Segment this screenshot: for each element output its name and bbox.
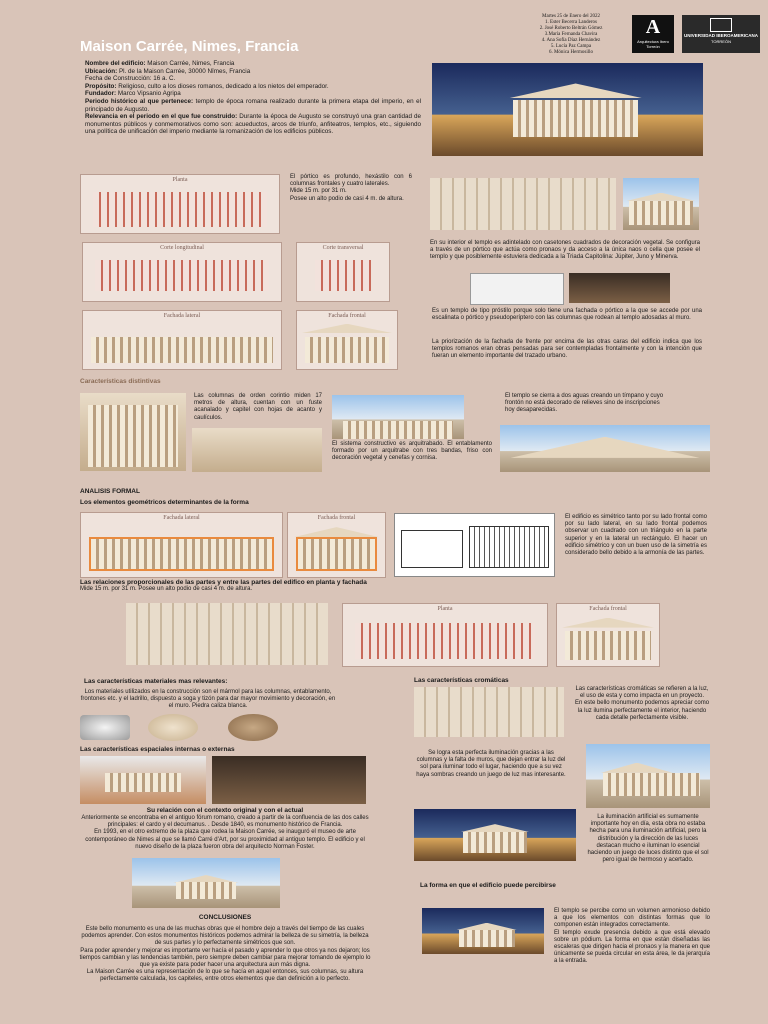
percibe-text: El templo se percibe como un volumen armonioso debido a que los elementos con distintas formas que lo componen están integrados correctamente. El templo exude presencia debido a que está elevado sobre un pódium. La forma en que están diseñadas las escaleras que dirigen hacia el pronaos y la manera en que únicamente se pueda circular en esta área, le da jerarquía a la entrada. — [554, 908, 710, 965]
crest-icon — [710, 18, 732, 32]
fachada-front-drawing — [296, 310, 398, 370]
ilum-text: Se logra esta perfecta iluminación gracias a las columnas y la falta de muros, que dejan entrar la luz del sol para iluminar todo el lugar, haciendo que a su vez haya sombras creando un juego de luz mas interesante. — [416, 750, 566, 778]
ibero-logo — [682, 15, 760, 53]
crom-title: Las características cromáticas — [414, 677, 509, 684]
letter-a-icon: A — [645, 16, 661, 38]
planta-label: Planta — [172, 177, 188, 183]
cella-photo — [569, 273, 670, 303]
author-1: 1. Ester Becerra Landeros — [545, 20, 597, 25]
corte-long-label: Corte longitudinal — [160, 245, 204, 251]
concl-title: CONCLUSIONES — [198, 914, 252, 921]
ceiling-photo — [430, 178, 616, 230]
prop-planta-label: Planta — [437, 606, 453, 612]
hero-photo — [432, 63, 703, 156]
author-5: 5. Lucía Paz Campa — [550, 44, 592, 49]
front-photo — [623, 178, 699, 230]
arquitectura-logo — [632, 15, 674, 53]
info-row: Nombre del edificio: Maison Carrée, Nimes, Francia — [85, 60, 235, 67]
night-photo — [414, 809, 576, 861]
fachada-lat-drawing — [82, 310, 282, 370]
info-row: Propósito: Religioso, culto a los dioses romanos, dedicado a los nietos del emperador. — [85, 82, 329, 90]
info-block — [85, 60, 421, 136]
prop-title: Las relaciones proporcionales de las partes y entre las partes del edifico en planta y fachada — [80, 579, 367, 586]
percibe-title: La forma en que el edificio puede percibirse — [420, 882, 556, 889]
model-photo — [470, 273, 564, 305]
ctx-photo — [132, 858, 280, 908]
capital-photo — [192, 428, 322, 472]
prop-front-label: Fachada frontal — [589, 606, 627, 612]
percibe-photo — [422, 908, 544, 954]
priorizacion-text: La priorización de la fachada de frente por encima de las otras caras del edificio indica que los templos romanos eran obras pensadas para ser contempladas frontalmente y con la intención que fueran un elemento importante del trazado urbano. — [432, 339, 702, 360]
analisis-heading: ANALISIS FORMAL — [80, 488, 140, 495]
geom-title: Los elementos geométricos determinantes de la forma — [80, 499, 249, 506]
entablature-photo — [332, 395, 464, 439]
cutaway-photo — [80, 756, 206, 804]
crom-text: Las características cromáticas se refieren a la luz, el uso de esta y como impacta en un proyecto. En este bello monumento podemos apreciar como la luz ilumina perfectamente el interior, haciendo cada detalle perfectamente visible. — [574, 686, 710, 721]
logo2-text: UNIVERSIDAD IBEROAMERICANA — [683, 33, 758, 38]
corte-trans-label: Corte transversal — [322, 245, 364, 251]
mat-text: Los materiales utilizados en la construcción son el mármol para las columnas, entablamento, frontones etc. y el ladrillo, dispuesto a soga y tizón para dar mayor movimiento y decoración, en el muro. Piedra caliza blanca. — [80, 689, 336, 710]
interior-text: En su interior el templo es adintelado con casetones cuadrados de decoración vegetal. Se configura a través de un pórtico que actúa como pronaos y da acceso a la única naos o cella que posee el templo y que posiblemente estuviera dedicada a la Triada Capitolina: Júpiter, Juno y Minerva. — [430, 240, 700, 261]
crom-photo — [414, 687, 564, 737]
limestone-swatch — [148, 714, 198, 741]
author-3: 3.María Fernanda Chavira — [544, 32, 598, 37]
concl-text: Este bello monumento es una de las muchas obras que el hombre dejo a través del tiempo de las cuales podemos aprender. Con estos monumentos históricos podemos admirar la belleza de su simetría, la belleza de sus partes y lo perfectamente simétricos que son. Para poder aprender y mejorar es importante ver hacía el pasado y aprender lo que otros ya nos dejaron; los tiempos cambian y las tendencias también, pero siempre deben cambiar para mejorar tomando de ejemplo lo que ya existe para poder hacer una arquitectura aun más digna. La Maison Carrée es una representación de lo que se hacía en aquel entonces, sus columnas, su altura perfectamente calculada, los capiteles, entre otros elementos que dan definición a lo perfecto. — [79, 926, 371, 983]
interior-render-photo — [212, 756, 366, 804]
simetrico-text: El edificio es simétrico tanto por su lado frontal como por su lado lateral, en su lado frontal podemos observar un cuadrado con un triángulo en la parte superior y en la lateral un rectángulo. El hacer un edificio simétrico y con un buen uso de la simetría es considerado bello debido a la armonía de las partes. — [565, 514, 707, 557]
geom-lat-label: Fachada lateral — [163, 515, 200, 521]
logo2-sub: TORREÓN — [711, 39, 731, 44]
timpano-text: El templo se cierra a dos aguas creando un tímpano y cuyo frontón no está decorado de relieves sino de inscripciones hoy desaparecidas. — [505, 393, 664, 414]
marble-swatch — [80, 715, 130, 740]
elevation-sketch — [394, 513, 555, 577]
caract-title: Características distintivas — [80, 378, 161, 385]
columnas-text: Las columnas de orden corintio miden 17 metros de altura, cuentan con un fuste acanalado y capitel con hojas de acanto y caulículos. — [194, 393, 322, 421]
prop-text: Mide 15 m. por 31 m. Posee un alto podio de casi 4 m. de altura. — [80, 586, 253, 592]
pediment-photo — [500, 425, 710, 472]
poster-title: Maison Carrée, Nimes, Francia — [80, 38, 299, 55]
columns-photo — [80, 393, 186, 471]
geom-front-drawing — [287, 512, 386, 578]
mat-title: Las características materiales mas relevantes: — [84, 678, 228, 685]
logo1-text: Arquitectura Ibero Torreón — [637, 39, 669, 49]
prop-ceiling-photo — [126, 603, 328, 665]
brick-swatch — [228, 714, 278, 741]
corte-trans-drawing — [296, 242, 390, 302]
date-text: Martes 25 de Enero del 2022 — [542, 14, 600, 19]
info-row: Ubicación: Pl. de la Maison Carrée, 30000 Nîmes, Francia — [85, 67, 251, 75]
day-photo — [586, 744, 710, 808]
ctx-text: Anteriormente se encontraba en el antiguo fórum romano, creado a partir de la confluencia de las dos calles principales: el cardo y el decumanus. . Desde 1840, es monumento histórico de Francia. En 1993, en el otro extremo de la plaza que rodea la Maison Carrée, se inauguró el museo de arte contemporáneo de Nimes al que se llamó Carré d'Art, por su proximidad al antiguo templo. El edificio y el nuevo diseño de la plaza fueron obra del arquitecto Norman Foster. — [81, 815, 369, 850]
ctx-title: Su relación con el contexto original y con el actual — [146, 807, 304, 814]
planta-drawing — [80, 174, 280, 234]
info-row: Fundador: Marco Vipsanio Agripa — [85, 90, 181, 98]
fachada-front-label: Fachada frontal — [328, 313, 366, 319]
info-row: Fecha de Construcción: 16 a. C. — [85, 75, 176, 83]
sistema-text: El sistema constructivo es arquitrabado. El entablamento formado por un arquitrabe con tres bandas, friso con decoración vegetal y cenefas y cornisa. — [332, 441, 492, 462]
artif-text: La iluminación artificial es sumamente importante hoy en día, esta obra no estaba hecha para una iluminación artificial, pero la distribución y la dirección de las luces destacan mucho e iluminan lo esencial haciendo un juego de luces distinto que el sol pero igual de hermoso y acertado. — [587, 814, 709, 864]
esp-title: Las características espaciales internas o externas — [80, 746, 235, 753]
author-block — [520, 14, 622, 56]
author-4: 4. Ana Sofía Díaz Hernández — [541, 38, 601, 43]
portico-text: El pórtico es profundo, hexástilo con 6 columnas frontales y cuatro laterales. Mide 15 m. por 31 m. Posee un alto podio de casi 4 m. de altura. — [290, 174, 412, 202]
geom-lat-drawing — [80, 512, 283, 578]
prop-planta-drawing — [342, 603, 548, 667]
info-row: Periodo histórico al que pertenece: templo de época romana realizado durante la primera etapa del imperio, en el principado de Augusto. — [85, 97, 421, 113]
author-6: 6. Mónica Hermosillo — [548, 50, 594, 55]
info-row: Relevancia en el periodo en el que fue construido: Durante la época de Augusto se construyó una gran cantidad de monumentos públicos y conmemorativos como son: acueductos, arcos de triunfo, anfiteatros, templos, etc., siguiendo una política de unificación del imperio mediante la romanización de los edificios públicos. — [85, 113, 421, 136]
author-2: 2. José Roberto Beltrán Gómez — [539, 26, 603, 31]
prostilo-text: Es un templo de tipo próstilo porque solo tiene una fachada o pórtico a la que se accede por una escalinata o pórtico y pseudoperíptero con las columnas que rodean al templo adosadas al muro. — [432, 308, 702, 322]
corte-long-drawing — [82, 242, 282, 302]
prop-front-drawing — [556, 603, 660, 667]
fachada-lat-label: Fachada lateral — [163, 313, 201, 319]
geom-front-label: Fachada frontal — [317, 515, 356, 521]
